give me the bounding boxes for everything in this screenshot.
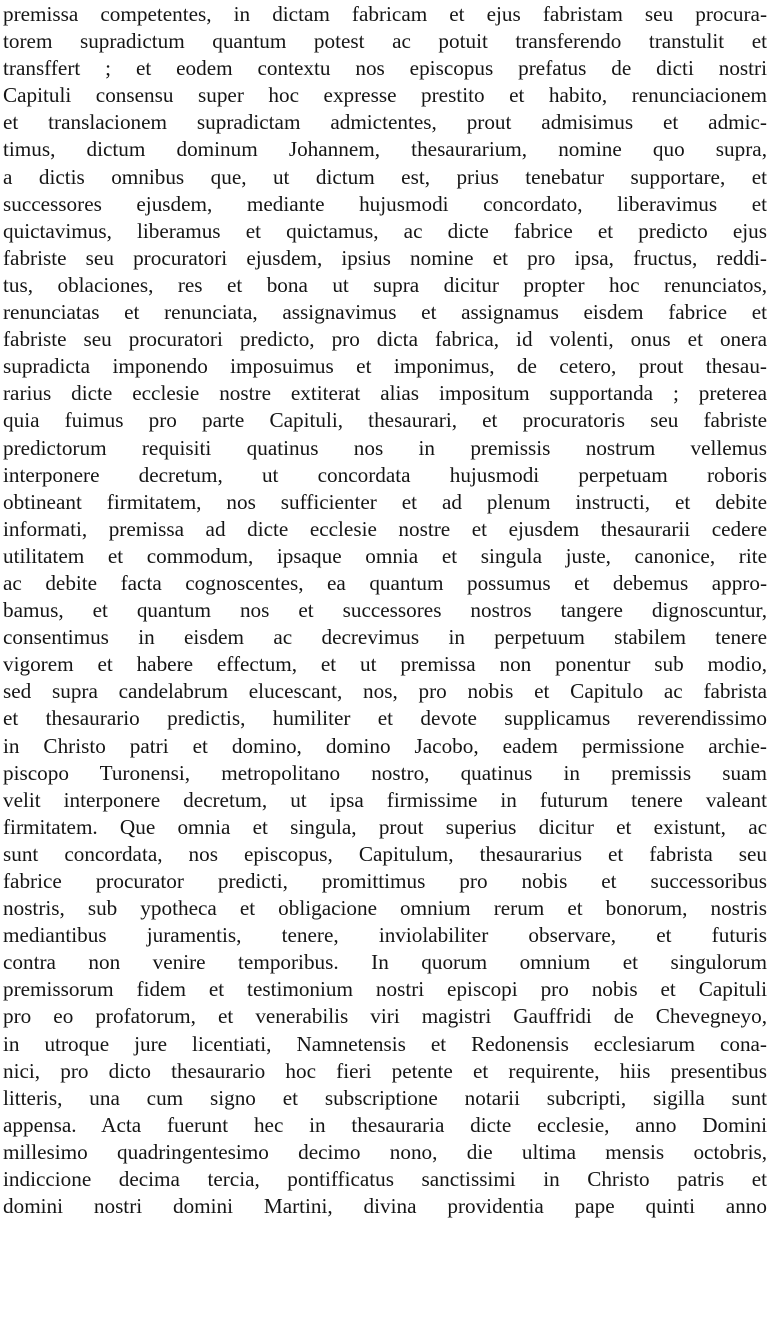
text-line: predictorum requisiti quatinus nos in premissis nostrum vellemus bbox=[3, 435, 767, 460]
text-line: tus, oblaciones, res et bona ut supra dicitur propter hoc renunciatos, bbox=[3, 272, 767, 297]
text-line: interponere decretum, ut concordata hujusmodi perpetuam roboris bbox=[3, 462, 767, 487]
text-line: premissorum fidem et testimonium nostri episcopi pro nobis et Capituli bbox=[3, 977, 767, 1002]
text-line: velit interponere decretum, ut ipsa firmissime in futurum tenere valeant bbox=[3, 787, 767, 812]
text-line: torem supradictum quantum potest ac potuit transferendo transtulit et bbox=[3, 29, 767, 54]
text-line: indiccione decima tercia, pontifficatus sanctissimi in Christo patris et bbox=[3, 1167, 767, 1192]
text-line: sunt concordata, nos episcopus, Capitulum, thesaurarius et fabrista seu bbox=[3, 841, 767, 866]
text-line: premissa competentes, in dictam fabricam et ejus fabristam seu procura- bbox=[3, 2, 767, 26]
text-line: utilitatem et commodum, ipsaque omnia et singula juste, canonice, rite bbox=[3, 543, 767, 568]
text-line: consentimus in eisdem ac decrevimus in perpetuum stabilem tenere bbox=[3, 625, 767, 650]
text-line: informati, premissa ad dicte ecclesie nostre et ejusdem thesaurarii cedere bbox=[3, 516, 767, 541]
text-line: firmitatem. Que omnia et singula, prout superius dicitur et existunt, ac bbox=[3, 814, 767, 839]
text-line: successores ejusdem, mediante hujusmodi concordato, liberavimus et bbox=[3, 191, 767, 216]
text-line: contra non venire temporibus. In quorum omnium et singulorum bbox=[3, 950, 767, 975]
text-line: millesimo quadringentesimo decimo nono, die ultima mensis octobris, bbox=[3, 1139, 767, 1164]
text-line: supradicta imponendo imposuimus et imponimus, de cetero, prout thesau- bbox=[3, 354, 767, 379]
text-line: vigorem et habere effectum, et ut premissa non ponentur sub modio, bbox=[3, 652, 767, 677]
text-line: sed supra candelabrum elucescant, nos, pro nobis et Capitulo ac fabrista bbox=[3, 679, 767, 704]
text-line: bamus, et quantum nos et successores nostros tangere dignoscuntur, bbox=[3, 598, 767, 623]
text-line: nici, pro dicto thesaurario hoc fieri petente et requirente, hiis presentibus bbox=[3, 1058, 767, 1083]
text-line: quia fuimus pro parte Capituli, thesaurari, et procuratoris seu fabriste bbox=[3, 408, 767, 433]
text-line: et translacionem supradictam admictentes, prout admisimus et admic- bbox=[3, 110, 767, 135]
text-line: quictavimus, liberamus et quictamus, ac dicte fabrice et predicto ejus bbox=[3, 218, 767, 243]
text-line: pro eo profatorum, et venerabilis viri magistri Gauffridi de Chevegneyo, bbox=[3, 1004, 767, 1029]
text-line: in utroque jure licentiati, Namnetensis et Redonensis ecclesiarum cona- bbox=[3, 1031, 767, 1056]
text-line: in Christo patri et domino, domino Jacobo, eadem permissione archie- bbox=[3, 733, 767, 758]
text-line: a dictis omnibus que, ut dictum est, prius tenebatur supportare, et bbox=[3, 164, 767, 189]
text-line: litteris, una cum signo et subscriptione notarii subcripti, sigilla sunt bbox=[3, 1085, 767, 1110]
text-line: fabriste seu procuratori predicto, pro dicta fabrica, id volenti, onus et onera bbox=[3, 327, 767, 352]
text-line: renunciatas et renunciata, assignavimus et assignamus eisdem fabrice et bbox=[3, 300, 767, 325]
text-line: appensa. Acta fuerunt hec in thesauraria dicte ecclesie, anno Domini bbox=[3, 1112, 767, 1137]
body-text bbox=[3, 1, 767, 1220]
text-line: rarius dicte ecclesie nostre extiterat alias impositum supportanda ; preterea bbox=[3, 381, 767, 406]
text-line: ac debite facta cognoscentes, ea quantum possumus et debemus appro- bbox=[3, 570, 767, 595]
text-line: Capituli consensu super hoc expresse prestito et habito, renunciacionem bbox=[3, 83, 767, 108]
text-line: fabriste seu procuratori ejusdem, ipsius nomine et pro ipsa, fructus, reddi- bbox=[3, 245, 767, 270]
text-line: mediantibus juramentis, tenere, inviolabiliter observare, et futuris bbox=[3, 923, 767, 948]
text-line: obtineant firmitatem, nos sufficienter et ad plenum instructi, et debite bbox=[3, 489, 767, 514]
text-line: timus, dictum dominum Johannem, thesaurarium, nomine quo supra, bbox=[3, 137, 767, 162]
text-line: domini nostri domini Martini, divina providentia pape quinti anno bbox=[3, 1194, 767, 1219]
text-line: fabrice procurator predicti, promittimus pro nobis et successoribus bbox=[3, 869, 767, 893]
text-line: nostris, sub ypotheca et obligacione omnium rerum et bonorum, nostris bbox=[3, 896, 767, 921]
text-line: et thesaurario predictis, humiliter et devote supplicamus reverendissimo bbox=[3, 706, 767, 731]
text-line: piscopo Turonensi, metropolitano nostro, quatinus in premissis suam bbox=[3, 760, 767, 785]
text-line: transffert ; et eodem contextu nos episcopus prefatus de dicti nostri bbox=[3, 56, 767, 81]
